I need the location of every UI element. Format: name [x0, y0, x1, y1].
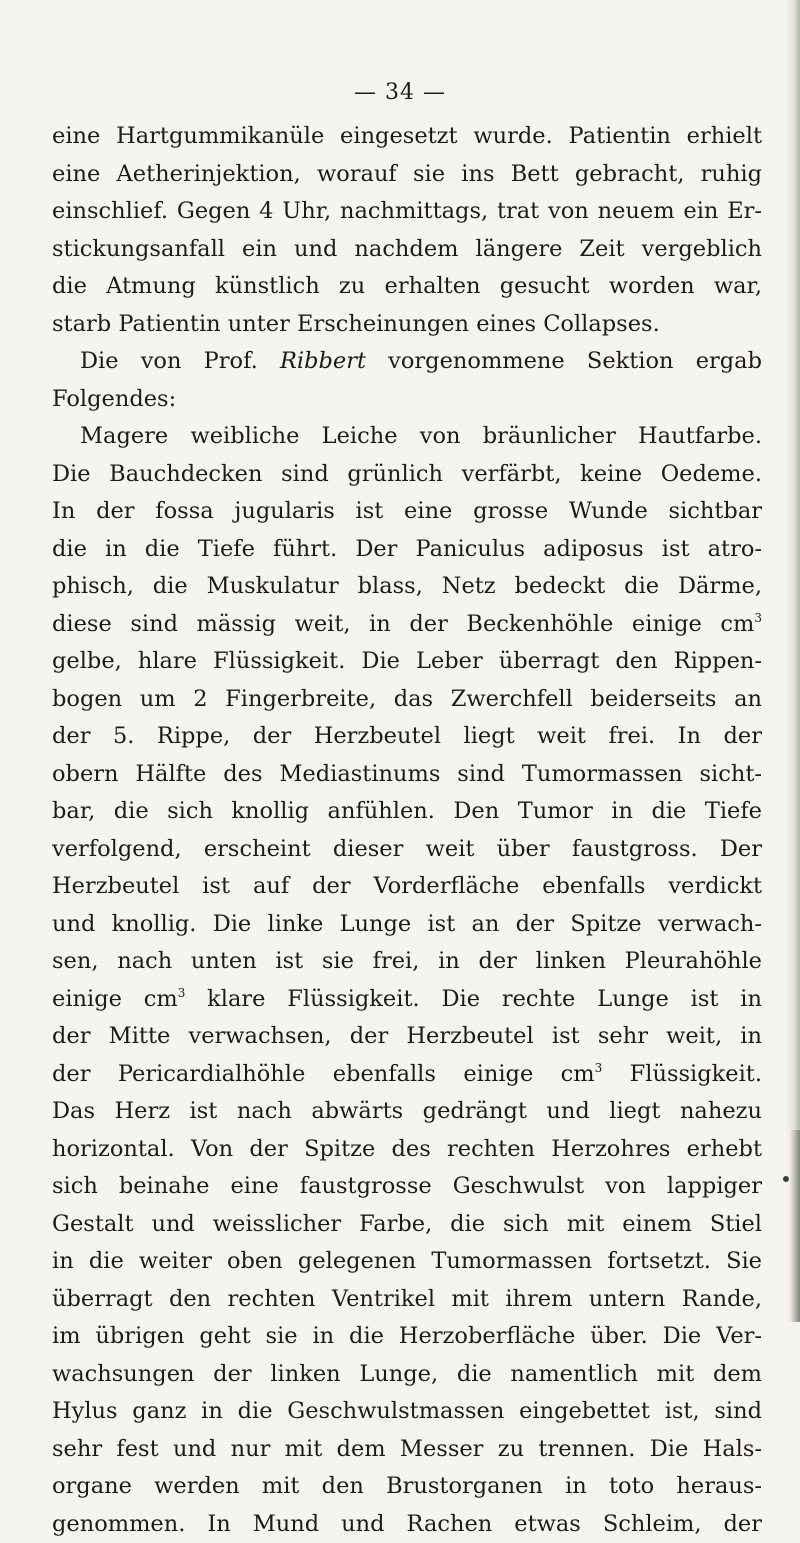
text-line — [52, 1168, 762, 1206]
text-line — [52, 793, 762, 831]
line-text: Die Bauchdecken sind grünlich verfärbt, keine Oedeme. — [52, 461, 762, 487]
text-line — [52, 156, 762, 194]
body-text — [52, 118, 762, 1543]
text-line — [52, 118, 762, 156]
line-text: verfolgend, erscheint dieser weit über faustgross. Der — [52, 836, 762, 862]
text-line — [52, 1431, 762, 1469]
line-text: diese sind mässig weit, in der Beckenhöhle einige cm — [52, 611, 754, 637]
text-line — [52, 268, 762, 306]
superscript: 3 — [595, 1061, 603, 1075]
text-line — [52, 343, 762, 381]
line-text: der 5. Rippe, der Herzbeutel liegt weit frei. In der — [52, 723, 762, 749]
line-text: organe werden mit den Brustorganen in toto heraus- — [52, 1473, 762, 1499]
superscript: 3 — [178, 986, 186, 1000]
line-text: wachsungen der linken Lunge, die namentlich mit dem — [52, 1361, 762, 1387]
line-text: bogen um 2 Fingerbreite, das Zwerchfell beiderseits an — [52, 686, 762, 712]
line-text: der Pericardialhöhle ebenfalls einige cm — [52, 1061, 595, 1087]
person-name: Ribbert — [280, 348, 366, 374]
text-line — [52, 1206, 762, 1244]
text-line — [52, 193, 762, 231]
text-line — [52, 418, 762, 456]
text-line — [52, 943, 762, 981]
line-text: starb Patientin unter Erscheinungen eines Collapses. — [52, 311, 660, 337]
page-edge-shadow — [786, 0, 800, 1322]
text-line — [52, 231, 762, 269]
line-text: in die weiter oben gelegenen Tumormassen fortsetzt. Sie — [52, 1248, 762, 1274]
line-text: der Mitte verwachsen, der Herzbeutel ist sehr weit, in — [52, 1023, 762, 1049]
line-text: sen, nach unten ist sie frei, in der linken Pleurahöhle — [52, 948, 762, 974]
text-line — [52, 868, 762, 906]
text-line — [52, 381, 762, 419]
line-text: gelbe, hlare Flüssigkeit. Die Leber überragt den Rippen- — [52, 648, 762, 674]
line-text: bar, die sich knollig anfühlen. Den Tumor in die Tiefe — [52, 798, 762, 824]
line-text: Die von Prof. — [80, 348, 280, 374]
text-line — [52, 718, 762, 756]
line-text: Gestalt und weisslicher Farbe, die sich mit einem Stiel — [52, 1211, 762, 1237]
line-text: die in die Tiefe führt. Der Paniculus adiposus ist atro- — [52, 536, 762, 562]
line-text: Hylus ganz in die Geschwulstmassen eingebettet ist, sind — [52, 1398, 762, 1424]
superscript: 3 — [754, 611, 762, 625]
line-text: im übrigen geht sie in die Herzoberfläche über. Die Ver- — [52, 1323, 762, 1349]
text-line — [52, 1468, 762, 1506]
text-line — [52, 1356, 762, 1394]
page-number: — 34 — — [0, 80, 800, 105]
line-text: Flüssigkeit. — [602, 1061, 762, 1087]
line-text: Magere weibliche Leiche von bräunlicher Hautfarbe. — [80, 423, 762, 449]
text-line — [52, 1131, 762, 1169]
line-text: einige cm — [52, 986, 178, 1012]
page-edge-shadow-lower — [790, 1130, 800, 1322]
line-text: überragt den rechten Ventrikel mit ihrem untern Rande, — [52, 1286, 762, 1312]
text-line — [52, 681, 762, 719]
text-line — [52, 531, 762, 569]
line-text: vorgenommene Sektion ergab — [366, 348, 762, 374]
text-line — [52, 756, 762, 794]
line-text: In der fossa jugularis ist eine grosse Wunde sichtbar — [52, 498, 762, 524]
line-text: stickungsanfall ein und nachdem längere Zeit vergeblich — [52, 236, 762, 262]
text-line — [52, 456, 762, 494]
line-text: einschlief. Gegen 4 Uhr, nachmittags, trat von neuem ein Er- — [52, 198, 762, 224]
text-line — [52, 1093, 762, 1131]
line-text: Das Herz ist nach abwärts gedrängt und liegt nahezu — [52, 1098, 762, 1124]
text-line — [52, 1018, 762, 1056]
text-line — [52, 568, 762, 606]
line-text: eine Aetherinjektion, worauf sie ins Bett gebracht, ruhig — [52, 161, 762, 187]
line-text: obern Hälfte des Mediastinums sind Tumormassen sicht- — [52, 761, 762, 787]
text-line — [52, 606, 762, 644]
line-text: sehr fest und nur mit dem Messer zu trennen. Die Hals- — [52, 1436, 762, 1462]
line-text: eine Hartgummikanüle eingesetzt wurde. Patientin erhielt — [52, 123, 762, 149]
text-line — [52, 981, 762, 1019]
text-line — [52, 1318, 762, 1356]
line-text: die Atmung künstlich zu erhalten gesucht worden war, — [52, 273, 762, 299]
text-line — [52, 643, 762, 681]
text-line — [52, 906, 762, 944]
text-line — [52, 1056, 762, 1094]
line-text: klare Flüssigkeit. Die rechte Lunge ist in — [185, 986, 762, 1012]
line-text: phisch, die Muskulatur blass, Netz bedeckt die Därme, — [52, 573, 762, 599]
text-line — [52, 306, 762, 344]
line-text: genommen. In Mund und Rachen etwas Schleim, der — [52, 1511, 762, 1537]
line-text: horizontal. Von der Spitze des rechten Herzohres erhebt — [52, 1136, 762, 1162]
text-line — [52, 831, 762, 869]
text-line — [52, 493, 762, 531]
line-text: Herzbeutel ist auf der Vorderfläche ebenfalls verdickt — [52, 873, 762, 899]
line-text: Folgendes: — [52, 386, 176, 412]
text-line — [52, 1243, 762, 1281]
line-text: sich beinahe eine faustgrosse Geschwulst von lappiger — [52, 1173, 762, 1199]
text-line — [52, 1506, 762, 1543]
line-text: und knollig. Die linke Lunge ist an der Spitze verwach- — [52, 911, 762, 937]
text-line — [52, 1281, 762, 1319]
text-line — [52, 1393, 762, 1431]
